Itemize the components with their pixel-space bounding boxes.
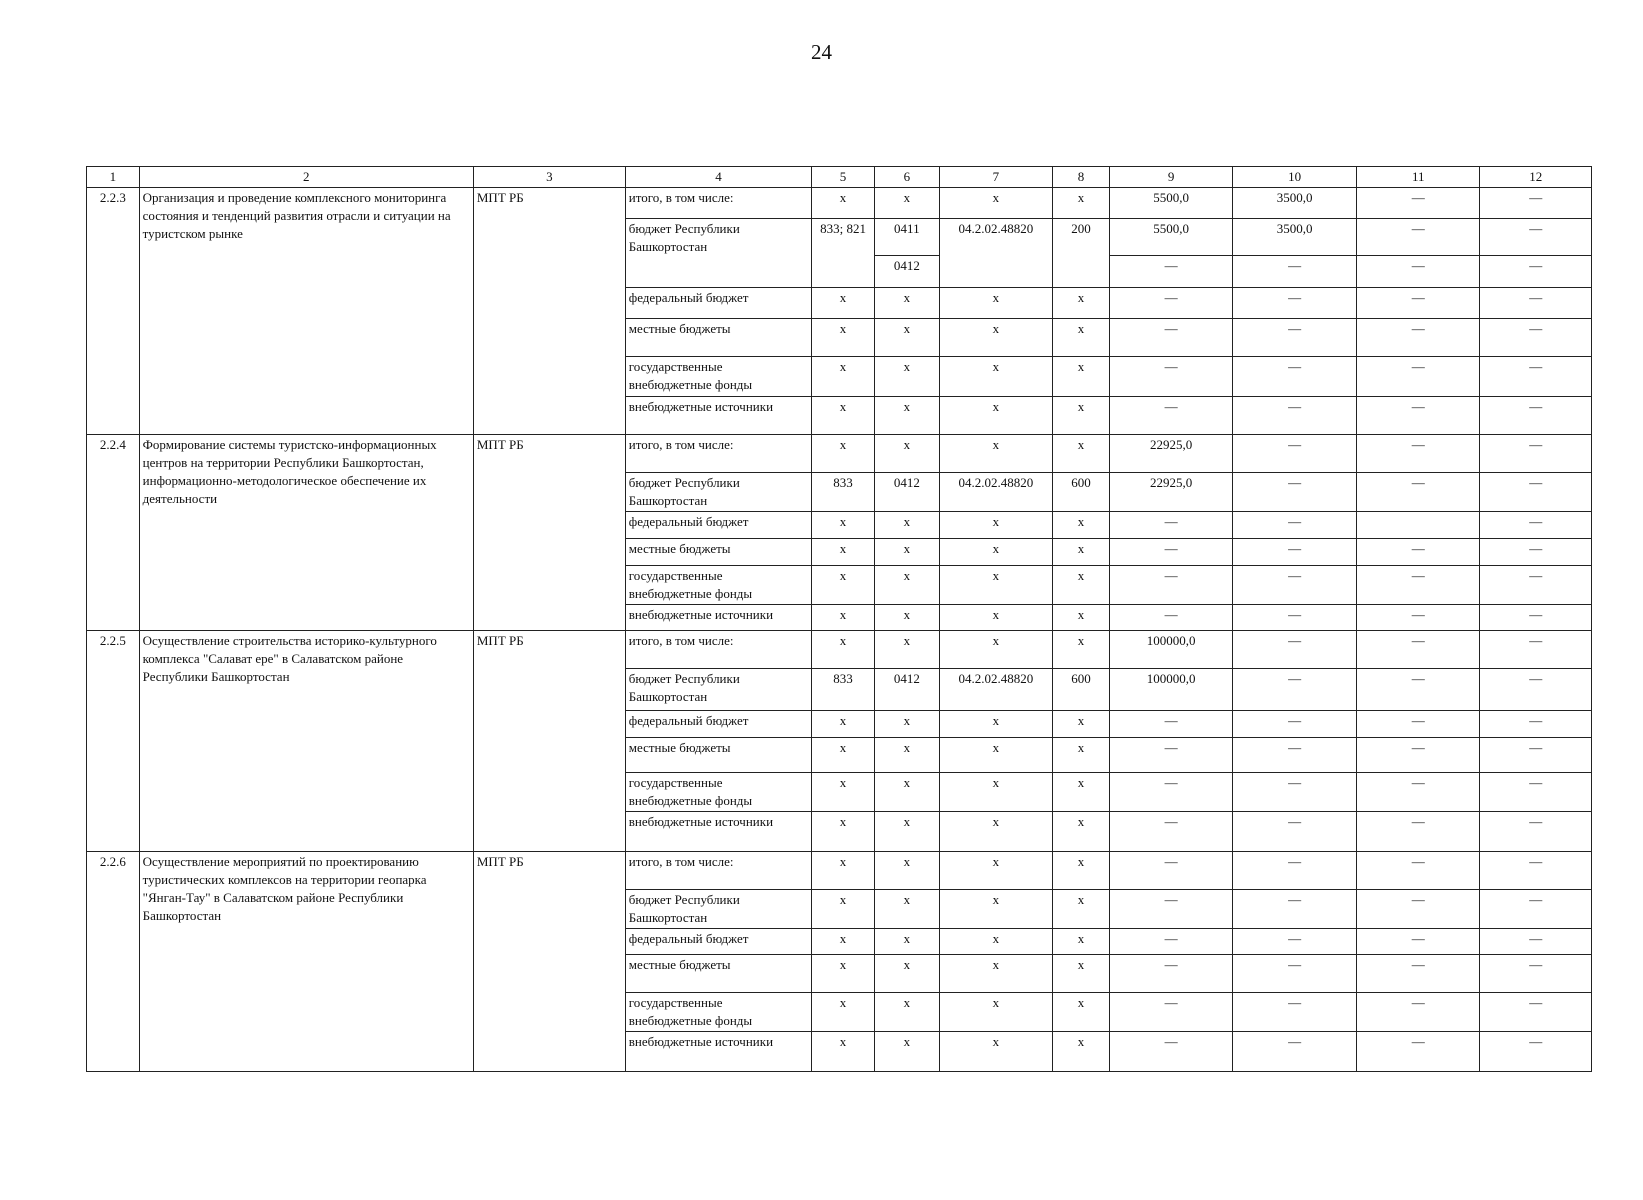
item-executor: МПТ РБ [473,852,625,1072]
cell-12: — [1480,288,1592,319]
funding-source: местные бюджеты [625,738,811,773]
header-cell: 4 [625,167,811,188]
cell-11: — [1356,435,1480,473]
cell-10: 3500,0 [1233,188,1357,219]
cell-10: 3500,0 [1233,219,1357,256]
cell-10: — [1233,605,1357,631]
cell-5: x [812,605,875,631]
cell-11: — [1356,890,1480,929]
cell-12: — [1480,319,1592,357]
cell-12: — [1480,852,1592,890]
cell-5: x [812,955,875,993]
cell-8: x [1053,539,1110,566]
cell-8: x [1053,1032,1110,1072]
cell-6: x [874,397,939,435]
cell-12: — [1480,669,1592,711]
cell-9: 5500,0 [1109,188,1233,219]
cell-6: 0412 [874,256,939,288]
cell-12: — [1480,812,1592,852]
cell-10: — [1233,435,1357,473]
cell-8: x [1053,711,1110,738]
item-executor: МПТ РБ [473,435,625,631]
cell-6: 0411 [874,219,939,256]
cell-8: x [1053,890,1110,929]
cell-5: x [812,539,875,566]
cell-9: — [1109,357,1233,397]
cell-10: — [1233,993,1357,1032]
funding-source: бюджет Республики Башкортостан [625,669,811,711]
funding-source: федеральный бюджет [625,929,811,955]
cell-12: — [1480,357,1592,397]
cell-5: 833 [812,669,875,711]
cell-10: — [1233,955,1357,993]
cell-5: 833 [812,473,875,512]
header-cell: 6 [874,167,939,188]
cell-5: x [812,929,875,955]
cell-12: — [1480,188,1592,219]
header-cell: 9 [1109,167,1233,188]
cell-12: — [1480,738,1592,773]
cell-5: 833; 821 [812,219,875,288]
cell-7: x [939,812,1052,852]
table-row [87,435,1592,473]
funding-source: итого, в том числе: [625,188,811,219]
cell-7: 04.2.02.48820 [939,669,1052,711]
cell-9: — [1109,1032,1233,1072]
cell-8: x [1053,288,1110,319]
cell-6: x [874,288,939,319]
cell-8: x [1053,357,1110,397]
table-row [87,852,1592,890]
cell-10: — [1233,256,1357,288]
cell-8: x [1053,929,1110,955]
cell-12: — [1480,256,1592,288]
funding-source: итого, в том числе: [625,631,811,669]
cell-11: — [1356,955,1480,993]
cell-8: x [1053,188,1110,219]
cell-5: x [812,1032,875,1072]
cell-7: x [939,512,1052,539]
cell-12: — [1480,605,1592,631]
funding-source: местные бюджеты [625,319,811,357]
cell-10: — [1233,473,1357,512]
cell-7: x [939,631,1052,669]
cell-7: x [939,566,1052,605]
cell-11: — [1356,605,1480,631]
funding-source: итого, в том числе: [625,435,811,473]
cell-6: x [874,955,939,993]
cell-11: — [1356,711,1480,738]
cell-5: x [812,397,875,435]
cell-10: — [1233,890,1357,929]
cell-12: — [1480,512,1592,539]
cell-9: — [1109,812,1233,852]
funding-source: местные бюджеты [625,539,811,566]
cell-10: — [1233,738,1357,773]
funding-source: внебюджетные источники [625,812,811,852]
cell-10: — [1233,929,1357,955]
cell-8: x [1053,852,1110,890]
cell-12: — [1480,773,1592,812]
cell-9: — [1109,738,1233,773]
cell-6: x [874,773,939,812]
item-executor: МПТ РБ [473,631,625,852]
cell-11: — [1356,993,1480,1032]
item-number: 2.2.4 [87,435,140,631]
cell-11: — [1356,773,1480,812]
cell-8: x [1053,631,1110,669]
budget-table [86,166,1592,1072]
cell-9: — [1109,539,1233,566]
cell-6: x [874,188,939,219]
funding-source: внебюджетные источники [625,1032,811,1072]
cell-6: x [874,993,939,1032]
funding-source: внебюджетные источники [625,605,811,631]
header-row [87,167,1592,188]
funding-source: федеральный бюджет [625,512,811,539]
cell-5: x [812,631,875,669]
cell-8: x [1053,955,1110,993]
item-number: 2.2.6 [87,852,140,1072]
cell-6: x [874,631,939,669]
funding-source: бюджет Республики Башкортостан [625,473,811,512]
cell-7: x [939,1032,1052,1072]
item-executor: МПТ РБ [473,188,625,435]
cell-7: x [939,955,1052,993]
funding-source: государственные внебюджетные фонды [625,566,811,605]
cell-11: — [1356,219,1480,256]
cell-7: x [939,711,1052,738]
cell-8: x [1053,319,1110,357]
cell-11: — [1356,357,1480,397]
cell-7: x [939,890,1052,929]
cell-7: x [939,773,1052,812]
cell-7: 04.2.02.48820 [939,219,1052,288]
cell-8: x [1053,397,1110,435]
cell-12: — [1480,219,1592,256]
cell-10: — [1233,711,1357,738]
cell-10: — [1233,1032,1357,1072]
cell-7: x [939,993,1052,1032]
cell-6: x [874,357,939,397]
header-cell: 10 [1233,167,1357,188]
header-cell: 11 [1356,167,1480,188]
cell-7: 04.2.02.48820 [939,473,1052,512]
funding-source: бюджет Республики Башкортостан [625,219,811,288]
cell-10: — [1233,319,1357,357]
cell-6: x [874,319,939,357]
cell-5: x [812,738,875,773]
item-title: Осуществление мероприятий по проектированию туристических комплексов на территории геопарка "Янган-Тау" в Салаватском районе Республики Башкортостан [139,852,473,1072]
table-row [87,188,1592,219]
cell-5: x [812,512,875,539]
item-title: Формирование системы туристско-информационных центров на территории Республики Башкортостан, информационно-методологическое обеспечение их деятельности [139,435,473,631]
cell-12: — [1480,890,1592,929]
cell-9: — [1109,397,1233,435]
cell-11: — [1356,256,1480,288]
cell-6: x [874,605,939,631]
cell-9: 100000,0 [1109,669,1233,711]
item-title: Организация и проведение комплексного мониторинга состояния и тенденций развития отрасли и ситуации на туристском рынке [139,188,473,435]
funding-source: местные бюджеты [625,955,811,993]
table-row [87,631,1592,669]
cell-7: x [939,738,1052,773]
cell-8: x [1053,512,1110,539]
cell-11: — [1356,852,1480,890]
cell-10: — [1233,397,1357,435]
cell-6: 0412 [874,473,939,512]
cell-8: x [1053,738,1110,773]
cell-8: 600 [1053,473,1110,512]
cell-11: — [1356,929,1480,955]
item-title: Осуществление строительства историко-культурного комплекса "Салават ере" в Салаватском районе Республики Башкортостан [139,631,473,852]
cell-12: — [1480,473,1592,512]
cell-5: x [812,890,875,929]
cell-12: — [1480,955,1592,993]
cell-12: — [1480,397,1592,435]
cell-12: — [1480,1032,1592,1072]
cell-8: x [1053,812,1110,852]
cell-11: — [1356,566,1480,605]
cell-10: — [1233,669,1357,711]
cell-7: x [939,288,1052,319]
cell-10: — [1233,812,1357,852]
cell-9: — [1109,852,1233,890]
cell-6: x [874,539,939,566]
cell-7: x [939,435,1052,473]
cell-8: x [1053,566,1110,605]
cell-8: x [1053,773,1110,812]
cell-10: — [1233,566,1357,605]
cell-11: — [1356,397,1480,435]
cell-5: x [812,812,875,852]
funding-source: государственные внебюджетные фонды [625,773,811,812]
cell-5: x [812,773,875,812]
cell-9: — [1109,288,1233,319]
header-cell: 7 [939,167,1052,188]
cell-9: 22925,0 [1109,473,1233,512]
cell-9: — [1109,993,1233,1032]
header-cell: 3 [473,167,625,188]
cell-10: — [1233,512,1357,539]
cell-11: — [1356,812,1480,852]
cell-10: — [1233,773,1357,812]
cell-11: — [1356,473,1480,512]
header-cell: 12 [1480,167,1592,188]
cell-11: — [1356,319,1480,357]
cell-12: — [1480,566,1592,605]
cell-5: x [812,711,875,738]
item-number: 2.2.5 [87,631,140,852]
cell-6: x [874,512,939,539]
cell-10: — [1233,852,1357,890]
cell-9: — [1109,929,1233,955]
cell-9: — [1109,605,1233,631]
cell-12: — [1480,435,1592,473]
cell-7: x [939,852,1052,890]
cell-10: — [1233,631,1357,669]
cell-6: x [874,852,939,890]
cell-9: 22925,0 [1109,435,1233,473]
cell-6: x [874,738,939,773]
cell-8: x [1053,993,1110,1032]
cell-11: — [1356,539,1480,566]
funding-source: федеральный бюджет [625,711,811,738]
cell-7: x [939,188,1052,219]
cell-6: x [874,929,939,955]
cell-5: x [812,288,875,319]
cell-6: x [874,812,939,852]
cell-7: x [939,319,1052,357]
page-number: 24 [811,40,832,64]
cell-9: — [1109,319,1233,357]
cell-5: x [812,435,875,473]
funding-source: федеральный бюджет [625,288,811,319]
cell-9: — [1109,890,1233,929]
cell-8: x [1053,605,1110,631]
cell-11: — [1356,738,1480,773]
cell-9: — [1109,566,1233,605]
funding-source: итого, в том числе: [625,852,811,890]
cell-12: — [1480,711,1592,738]
cell-12: — [1480,631,1592,669]
cell-10: — [1233,288,1357,319]
cell-8: 200 [1053,219,1110,288]
cell-9: 100000,0 [1109,631,1233,669]
header-cell: 5 [812,167,875,188]
cell-7: x [939,929,1052,955]
cell-9: 5500,0 [1109,219,1233,256]
cell-11: — [1356,188,1480,219]
cell-8: x [1053,435,1110,473]
cell-6: x [874,1032,939,1072]
cell-10: — [1233,539,1357,566]
cell-9: — [1109,711,1233,738]
cell-7: x [939,357,1052,397]
cell-11: — [1356,631,1480,669]
cell-7: x [939,605,1052,631]
cell-6: x [874,711,939,738]
cell-5: x [812,852,875,890]
cell-5: x [812,188,875,219]
cell-5: x [812,357,875,397]
cell-11: — [1356,669,1480,711]
cell-12: — [1480,929,1592,955]
cell-6: x [874,566,939,605]
cell-5: x [812,993,875,1032]
cell-6: x [874,890,939,929]
cell-12: — [1480,539,1592,566]
funding-source: государственные внебюджетные фонды [625,993,811,1032]
cell-5: x [812,566,875,605]
header-cell: 1 [87,167,140,188]
cell-8: 600 [1053,669,1110,711]
funding-source: государственные внебюджетные фонды [625,357,811,397]
cell-7: x [939,539,1052,566]
cell-11 [1356,512,1480,539]
cell-9: — [1109,512,1233,539]
cell-12: — [1480,993,1592,1032]
cell-11: — [1356,1032,1480,1072]
cell-6: x [874,435,939,473]
item-number: 2.2.3 [87,188,140,435]
cell-11: — [1356,288,1480,319]
cell-6: 0412 [874,669,939,711]
cell-9: — [1109,955,1233,993]
cell-9: — [1109,256,1233,288]
cell-7: x [939,397,1052,435]
header-cell: 8 [1053,167,1110,188]
cell-10: — [1233,357,1357,397]
funding-source: бюджет Республики Башкортостан [625,890,811,929]
cell-5: x [812,319,875,357]
funding-source: внебюджетные источники [625,397,811,435]
cell-9: — [1109,773,1233,812]
header-cell: 2 [139,167,473,188]
